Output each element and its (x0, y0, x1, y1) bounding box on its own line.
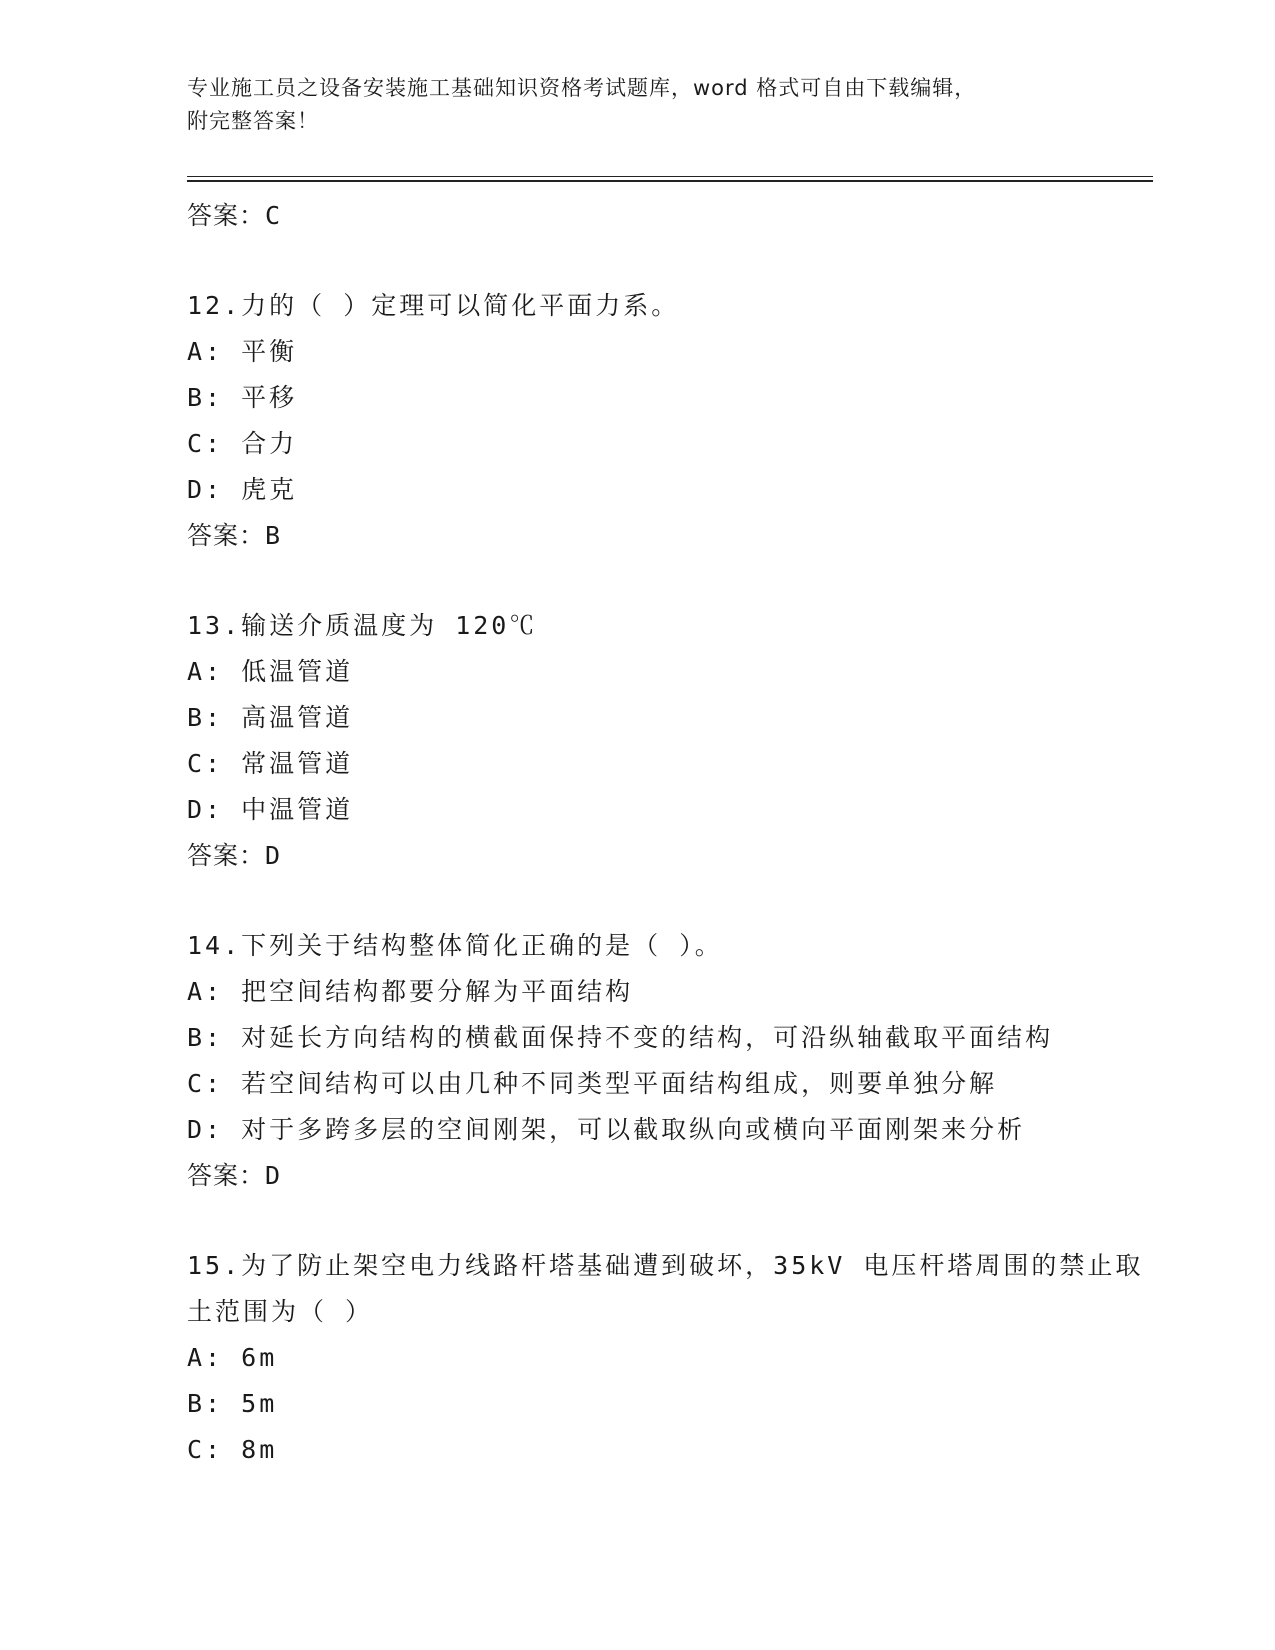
option-b: B: 高温管道 (187, 703, 354, 732)
option-a: A: 6m (187, 1343, 278, 1372)
question-stem-14: 14.下列关于结构整体简化正确的是（ ）。 (187, 931, 723, 960)
header-divider-thick (187, 180, 1153, 182)
question-gap (187, 559, 1147, 603)
option-c: C: 8m (187, 1435, 278, 1464)
option-a: A: 低温管道 (187, 657, 354, 686)
option-b: B: 对延长方向结构的横截面保持不变的结构，可沿纵轴截取平面结构 (187, 1023, 1054, 1052)
header-line-2: 附完整答案！ (187, 109, 319, 133)
header-divider-thin (187, 176, 1153, 177)
question-stem-13: 13.输送介质温度为 120℃ (187, 611, 538, 640)
question-gap (187, 239, 1147, 283)
answer-line-q12 (187, 513, 1147, 559)
question-stem-12: 12.力的（ ）定理可以简化平面力系。 (187, 291, 680, 320)
question-list (187, 193, 1147, 1473)
answer-line-q13 (187, 833, 1147, 879)
answer-label: 答案： (187, 201, 266, 230)
answer-line-q11 (187, 193, 1147, 239)
answer-value: D (265, 1161, 282, 1190)
answer-value: C (265, 201, 282, 230)
header-line-1: 专业施工员之设备安装施工基础知识资格考试题库，word 格式可自由下载编辑， (187, 76, 977, 100)
option-a: A: 平衡 (187, 337, 298, 366)
option-b: B: 5m (187, 1389, 278, 1418)
option-c: C: 若空间结构可以由几种不同类型平面结构组成，则要单独分解 (187, 1069, 998, 1098)
option-d: D: 虎克 (187, 475, 298, 504)
answer-value: D (265, 841, 282, 870)
answer-line-q14 (187, 1153, 1147, 1199)
answer-label: 答案： (187, 521, 266, 550)
option-d: D: 中温管道 (187, 795, 354, 824)
answer-value: B (265, 521, 282, 550)
option-a: A: 把空间结构都要分解为平面结构 (187, 977, 634, 1006)
option-b: B: 平移 (187, 383, 298, 412)
answer-label: 答案： (187, 1161, 266, 1190)
document-header (187, 72, 1087, 138)
question-stem-15: 15.为了防止架空电力线路杆塔基础遭到破坏，35kV 电压杆塔周围的禁止取土范围为（ ） (187, 1251, 1144, 1326)
answer-label: 答案： (187, 841, 266, 870)
question-gap (187, 1199, 1147, 1243)
option-c: C: 合力 (187, 429, 298, 458)
option-c: C: 常温管道 (187, 749, 354, 778)
question-gap (187, 879, 1147, 923)
option-d: D: 对于多跨多层的空间刚架，可以截取纵向或横向平面刚架来分析 (187, 1115, 1026, 1144)
